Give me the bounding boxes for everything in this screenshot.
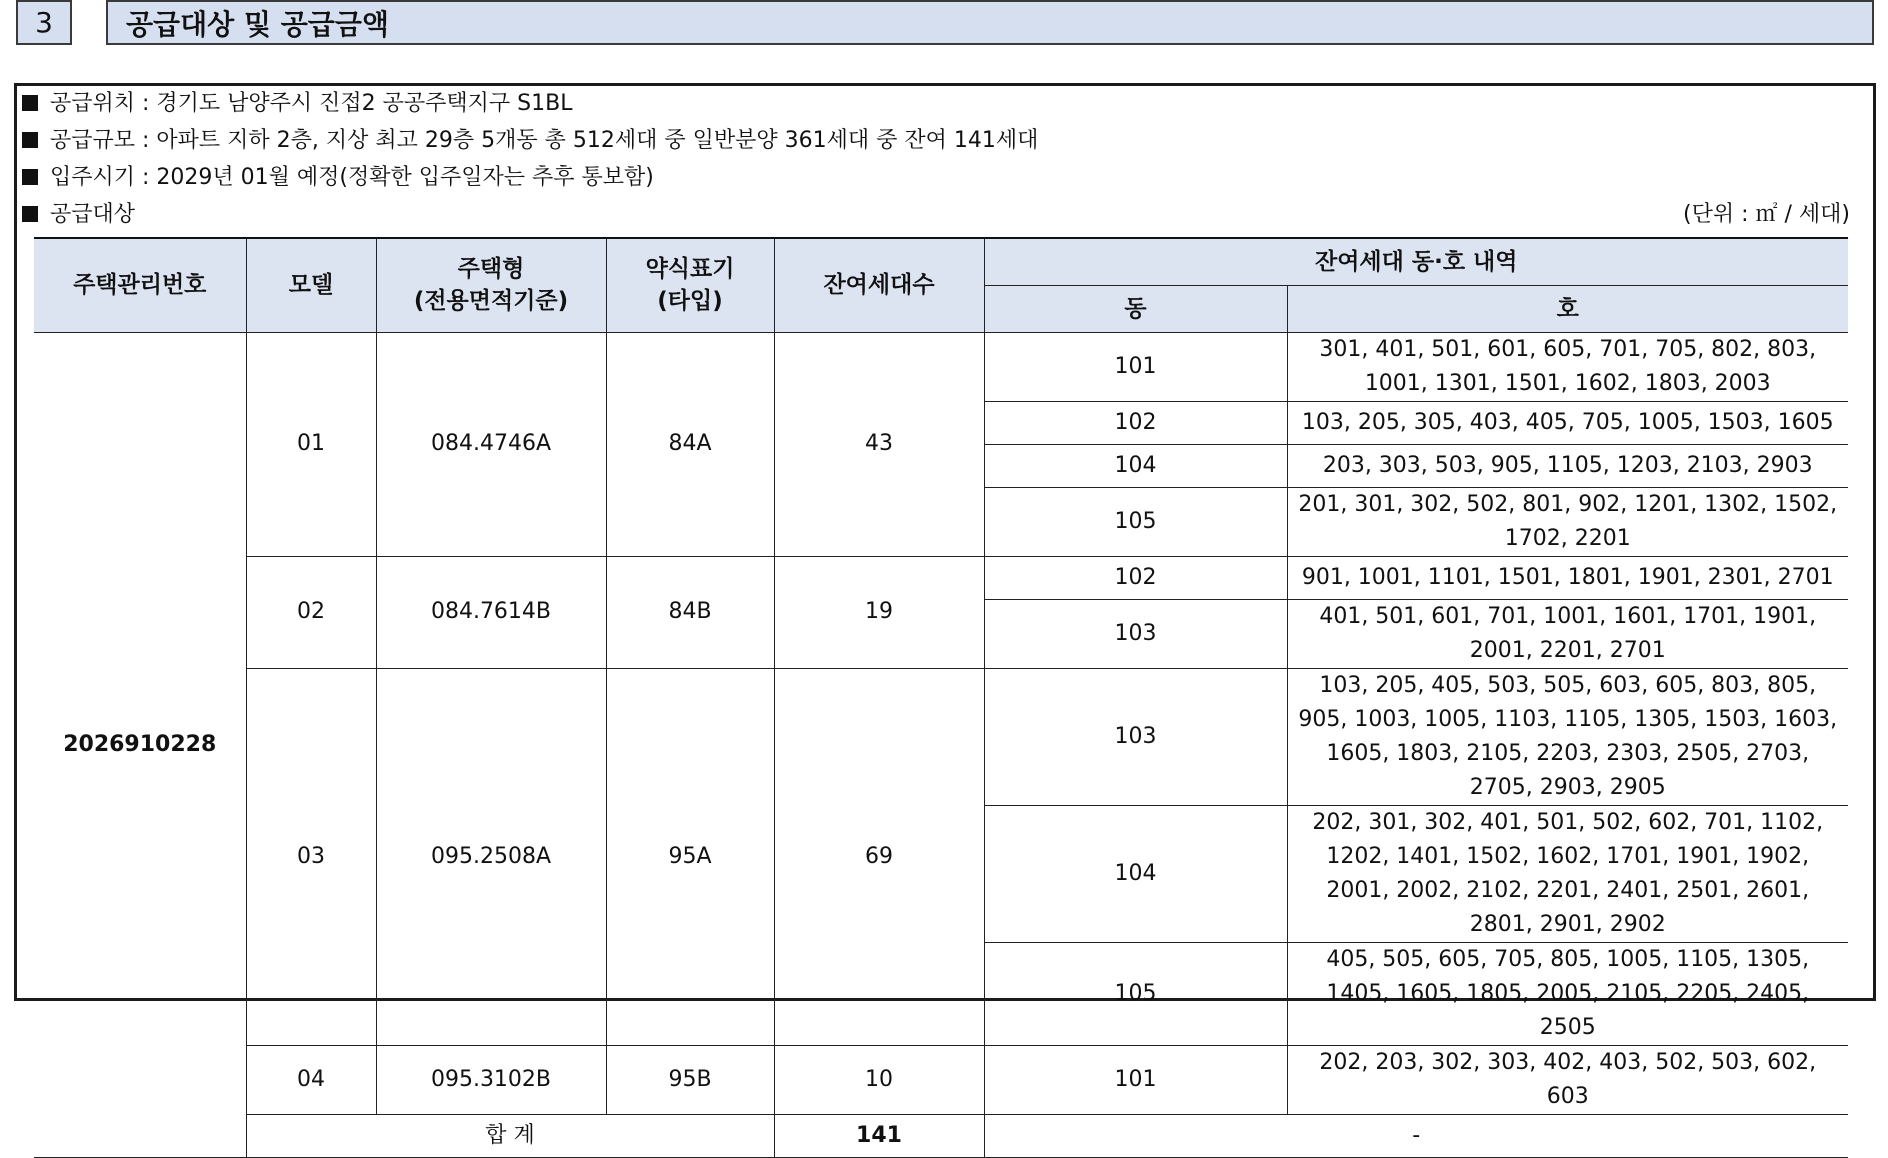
housing-type-cell: 084.7614B — [376, 556, 606, 668]
short-type-cell: 95A — [606, 668, 774, 1045]
section-number: 3 — [16, 0, 72, 45]
table-row — [34, 332, 1848, 401]
model-cell: 02 — [246, 556, 376, 668]
header-short-type-line2: (타입) — [657, 288, 723, 315]
short-type-cell: 84B — [606, 556, 774, 668]
short-type-cell: 84A — [606, 332, 774, 556]
dong-cell: 105 — [984, 487, 1287, 556]
dong-cell: 102 — [984, 556, 1287, 599]
header-housing-type-line1: 주택형 — [457, 256, 525, 283]
ho-cell: 203, 303, 503, 905, 1105, 1203, 2103, 2903 — [1287, 444, 1848, 487]
section-title: 공급대상 및 공급금액 — [106, 0, 1874, 45]
bullet-square-icon — [22, 132, 38, 148]
ho-cell: 202, 203, 302, 303, 402, 403, 502, 503, 602, 603 — [1287, 1045, 1848, 1114]
total-detail: - — [984, 1114, 1848, 1157]
model-cell: 03 — [246, 668, 376, 1045]
total-row — [34, 1114, 1848, 1157]
supply-table — [34, 237, 1848, 1158]
table-row — [34, 556, 1848, 599]
bullet-square-icon — [22, 169, 38, 185]
ho-cell: 901, 1001, 1101, 1501, 1801, 1901, 2301, 2701 — [1287, 556, 1848, 599]
info-scale-text: 공급규모 : 아파트 지하 2층, 지상 최고 29층 5개동 총 512세대 중 일반분양 361세대 중 잔여 141세대 — [50, 128, 1039, 153]
header-ho: 호 — [1287, 285, 1848, 332]
info-target-text: 공급대상 — [50, 202, 136, 227]
info-target — [22, 197, 135, 228]
header-mgmt-no: 주택관리번호 — [34, 238, 246, 332]
ho-cell: 103, 205, 405, 503, 505, 603, 605, 803, 805, 905, 1003, 1005, 1103, 1105, 1305, 1503, 1603, 1605, 1803, 2105, 2203, 2303, 2505, 2703, 2705, 2903, 2905 — [1287, 668, 1848, 805]
ho-cell: 201, 301, 302, 502, 801, 902, 1201, 1302, 1502, 1702, 2201 — [1287, 487, 1848, 556]
header-short-type-line1: 약식표기 — [645, 256, 735, 283]
ho-cell: 301, 401, 501, 601, 605, 701, 705, 802, 803, 1001, 1301, 1501, 1602, 1803, 2003 — [1287, 332, 1848, 401]
housing-type-cell: 084.4746A — [376, 332, 606, 556]
dong-cell: 105 — [984, 942, 1287, 1045]
mgmt-number: 2026910228 — [34, 332, 246, 1157]
header-housing-type — [376, 238, 606, 332]
ho-cell: 405, 505, 605, 705, 805, 1005, 1105, 1305, 1405, 1605, 1805, 2005, 2105, 2205, 2405, 2505 — [1287, 942, 1848, 1045]
header-dong: 동 — [984, 285, 1287, 332]
remaining-count-cell: 43 — [774, 332, 984, 556]
dong-cell: 104 — [984, 444, 1287, 487]
info-scale — [22, 123, 1038, 154]
remaining-count-cell: 10 — [774, 1045, 984, 1114]
bullet-square-icon — [22, 95, 38, 111]
table-row — [34, 1045, 1848, 1114]
table-row — [34, 668, 1848, 805]
dong-cell: 101 — [984, 1045, 1287, 1114]
info-move-in-text: 입주시기 : 2029년 01월 예정(정확한 입주일자는 추후 통보함) — [50, 165, 654, 190]
ho-cell: 103, 205, 305, 403, 405, 705, 1005, 1503, 1605 — [1287, 401, 1848, 444]
header-housing-type-line2: (전용면적기준) — [413, 288, 569, 315]
info-move-in — [22, 160, 654, 191]
info-location-text: 공급위치 : 경기도 남양주시 진접2 공공주택지구 S1BL — [50, 91, 573, 116]
unit-label: (단위 : ㎡ / 세대) — [1683, 202, 1850, 227]
short-type-cell: 95B — [606, 1045, 774, 1114]
dong-cell: 102 — [984, 401, 1287, 444]
model-cell: 04 — [246, 1045, 376, 1114]
remaining-count-cell: 19 — [774, 556, 984, 668]
remaining-count-cell: 69 — [774, 668, 984, 1045]
total-label: 합 계 — [246, 1114, 774, 1157]
dong-cell: 104 — [984, 805, 1287, 942]
bullet-square-icon — [22, 206, 38, 222]
info-location — [22, 86, 572, 117]
header-remaining: 잔여세대수 — [774, 238, 984, 332]
ho-cell: 202, 301, 302, 401, 501, 502, 602, 701, 1102, 1202, 1401, 1502, 1602, 1701, 1901, 1902, 2001, 2002, 2102, 2201, 2401, 2501, 2601, 2801, 2901, 2902 — [1287, 805, 1848, 942]
housing-type-cell: 095.3102B — [376, 1045, 606, 1114]
dong-cell: 103 — [984, 599, 1287, 668]
header-short-type — [606, 238, 774, 332]
dong-cell: 101 — [984, 332, 1287, 401]
dong-cell: 103 — [984, 668, 1287, 805]
housing-type-cell: 095.2508A — [376, 668, 606, 1045]
header-detail: 잔여세대 동·호 내역 — [984, 238, 1848, 285]
header-model: 모델 — [246, 238, 376, 332]
ho-cell: 401, 501, 601, 701, 1001, 1601, 1701, 1901, 2001, 2201, 2701 — [1287, 599, 1848, 668]
model-cell: 01 — [246, 332, 376, 556]
total-count: 141 — [774, 1114, 984, 1157]
